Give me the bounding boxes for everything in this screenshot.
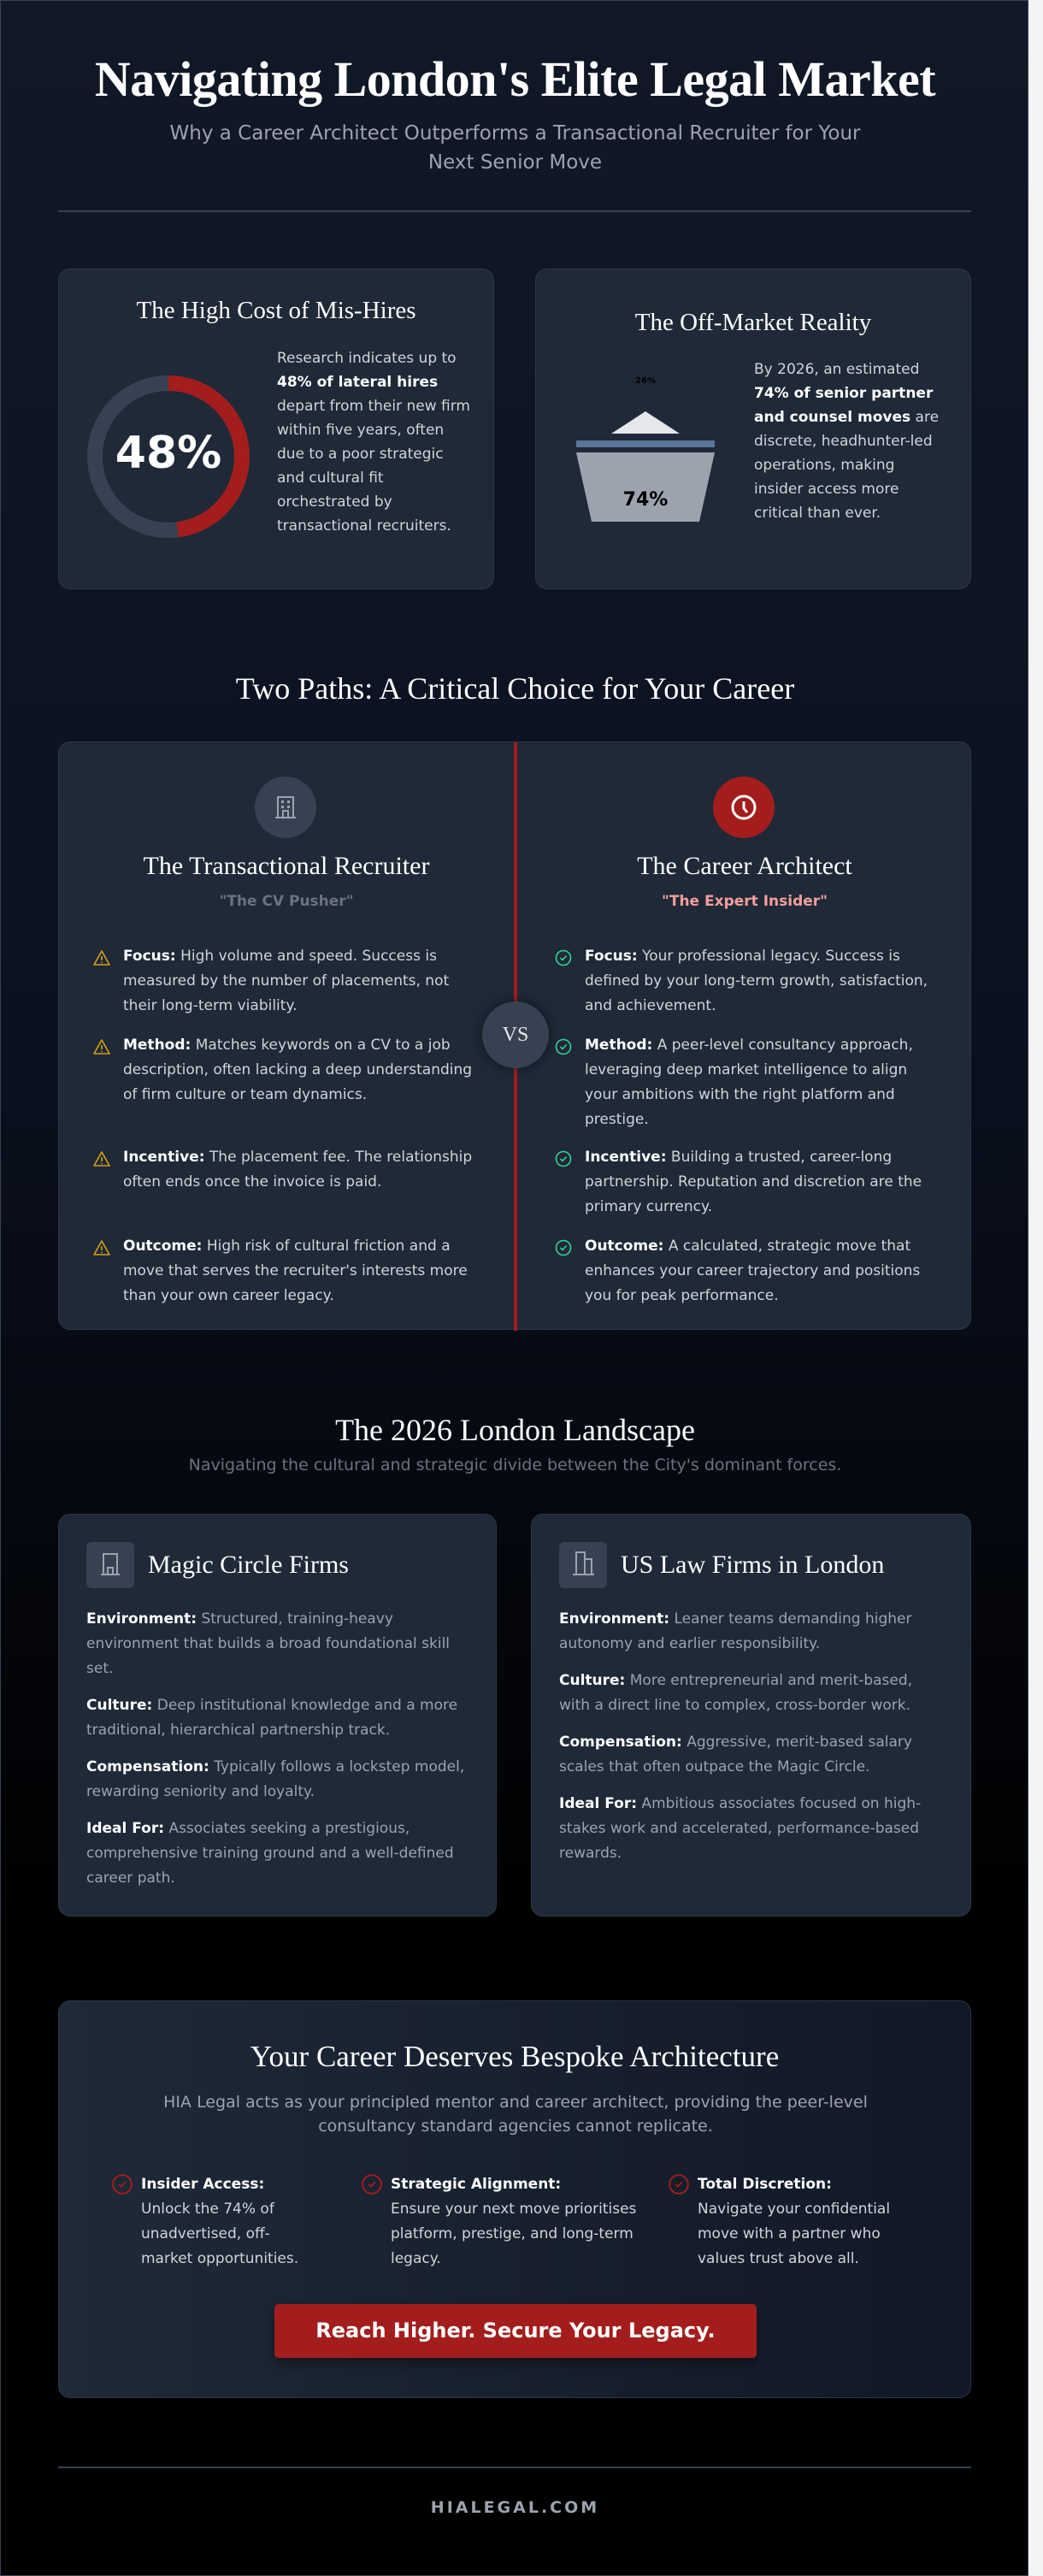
right-tagline: "The Expert Insider" (661, 893, 828, 910)
right-title: The Career Architect (637, 852, 852, 880)
point-label: Total Discretion: (698, 2176, 832, 2193)
landscape-item (86, 1755, 471, 1805)
page-subtitle: Why a Career Architect Outperforms a Transactional Recruiter for Your Next Senior Move (169, 122, 861, 174)
comparison-item (123, 944, 482, 1019)
point-text: Ensure your next move prioritises platform, prestige, and long-term legacy. (391, 2201, 637, 2267)
item-text: Structured, training-heavy environment that builds a broad foundational skill set. (86, 1610, 451, 1677)
check-circle-icon (555, 1038, 572, 1055)
item-label: Focus: (123, 948, 176, 965)
cta-card (58, 2000, 971, 2398)
us-firms-card (531, 1514, 971, 1917)
card-title: The High Cost of Mis-Hires (136, 297, 416, 324)
item-label: Culture: (86, 1697, 153, 1714)
page-title: Navigating London's Elite Legal Market (94, 51, 936, 107)
point-label: Insider Access: (141, 2176, 265, 2193)
item-text: More entrepreneurial and merit-based, with a direct line to complex, cross-border work. (559, 1672, 913, 1714)
comparison-item (585, 1145, 935, 1220)
item-text: Ambitious associates focused on high-stakes work and accelerated, performance-based rewards. (559, 1795, 922, 1862)
landscape-item (86, 1817, 471, 1891)
mis-hire-text (277, 346, 474, 538)
item-label: Compensation: (559, 1734, 682, 1751)
item-label: Outcome: (123, 1238, 203, 1255)
card-title: Magic Circle Firms (148, 1551, 349, 1579)
item-text: Typically follows a lockstep model, rewarding seniority and loyalty. (86, 1758, 465, 1800)
warning-icon (93, 1150, 110, 1167)
warning-icon (93, 1038, 110, 1055)
landscape-item (86, 1693, 471, 1743)
item-label: Culture: (559, 1672, 626, 1689)
landscape-item (86, 1607, 471, 1681)
check-circle-icon (668, 2173, 690, 2195)
left-tagline: "The CV Pusher" (219, 893, 354, 910)
footer-site-link[interactable]: HIALEGAL.COM (430, 2498, 600, 2517)
check-circle-icon (555, 949, 572, 966)
magic-circle-card (58, 1514, 497, 1917)
skyscraper-icon (559, 1542, 607, 1588)
highlight: 48% of lateral hires (277, 374, 439, 391)
item-label: Compensation: (86, 1758, 209, 1775)
point-text: Unlock the 74% of unadvertised, off-market opportunities. (141, 2201, 299, 2267)
item-text: Leaner teams demanding higher autonomy and earlier responsibility. (559, 1610, 912, 1652)
building-icon (255, 777, 316, 838)
landscape-subtitle: Navigating the cultural and strategic divide between the City's dominant forces. (188, 1456, 842, 1474)
point-text: Navigate your confidential move with a partner who values trust above all. (698, 2201, 891, 2267)
item-text: Deep institutional knowledge and a more traditional, hierarchical partnership track. (86, 1697, 458, 1739)
comparison-item (123, 1033, 482, 1108)
warning-icon (93, 949, 110, 966)
item-label: Focus: (585, 948, 638, 965)
item-label: Ideal For: (559, 1795, 638, 1812)
clock-icon (713, 777, 775, 838)
item-label: Ideal For: (86, 1820, 165, 1837)
point-label: Strategic Alignment: (391, 2176, 562, 2193)
text: By 2026, an estimated (754, 361, 920, 378)
landscape-item (559, 1730, 944, 1780)
item-text: High risk of cultural friction and a move that serves the recruiter's interests more than your own career legacy. (123, 1238, 468, 1304)
comparison-item (123, 1145, 482, 1195)
cta-point (698, 2172, 911, 2272)
comparison-item (585, 1033, 935, 1132)
off-market-card (535, 269, 971, 589)
off-market-text (754, 357, 946, 525)
item-text: Your professional legacy. Success is defined by your long-term growth, satisfaction, and achievement. (585, 948, 928, 1014)
check-circle-icon (555, 1239, 572, 1256)
item-label: Outcome: (585, 1238, 664, 1255)
check-circle-icon (111, 2173, 133, 2195)
item-label: Method: (123, 1037, 192, 1054)
landscape-item (559, 1607, 944, 1657)
comparison-card (58, 741, 971, 1330)
cta-point (391, 2172, 639, 2272)
landscape-item (559, 1669, 944, 1718)
comparison-item (123, 1234, 482, 1309)
text: are discrete, headhunter-led operations, making insider access more critical than ever. (754, 409, 940, 522)
comparison-item (585, 1234, 935, 1309)
footer-divider (58, 2467, 971, 2468)
item-text: Aggressive, merit-based salary scales that often outpace the Magic Circle. (559, 1734, 912, 1775)
left-title: The Transactional Recruiter (143, 852, 430, 880)
text: Research indicates up to (277, 350, 457, 367)
vs-badge: VS (482, 1001, 549, 1068)
cta-subtitle: HIA Legal acts as your principled mentor and career architect, providing the peer-level consultancy standard agencies cannot replicate. (163, 2093, 868, 2136)
item-text: Matches keywords on a CV to a job description, often lacking a deep understanding of firm culture or team dynamics. (123, 1037, 473, 1103)
donut-value: 48% (115, 428, 222, 479)
check-circle-icon (555, 1150, 572, 1167)
check-circle-icon (361, 2173, 383, 2195)
card-title: The Off-Market Reality (634, 309, 872, 336)
warning-icon (93, 1239, 110, 1256)
cta-title: Your Career Deserves Bespoke Architecture (250, 2040, 780, 2073)
card-body (559, 1607, 944, 1878)
item-label: Incentive: (123, 1149, 205, 1166)
funnel-top-label: 26% (635, 376, 656, 386)
funnel-bottom-label: 74% (622, 489, 669, 511)
card-body (86, 1607, 471, 1903)
item-text: A peer-level consultancy approach, leveraging deep market intelligence to align your ambitions with the right platform and prestige. (585, 1037, 913, 1128)
item-label: Method: (585, 1037, 653, 1054)
building-icon (86, 1542, 134, 1588)
landscape-title: The 2026 London Landscape (335, 1413, 695, 1447)
funnel-separator (576, 440, 715, 447)
comparison-title: Two Paths: A Critical Choice for Your Career (235, 671, 795, 706)
item-label: Incentive: (585, 1149, 667, 1166)
landscape-item (559, 1792, 944, 1866)
mis-hire-card (58, 269, 494, 589)
item-label: Environment: (559, 1610, 670, 1628)
item-text: Building a trusted, career-long partnership. Reputation and discretion are the primary currency. (585, 1149, 922, 1215)
item-label: Environment: (86, 1610, 197, 1628)
cta-point (141, 2172, 312, 2272)
item-text: The placement fee. The relationship often ends once the invoice is paid. (123, 1149, 473, 1191)
item-text: High volume and speed. Success is measured by the number of placements, not their long-term viability. (123, 948, 450, 1014)
comparison-item (585, 944, 935, 1019)
funnel-top-segment (611, 411, 680, 434)
card-title: US Law Firms in London (621, 1551, 885, 1579)
item-text: A calculated, strategic move that enhances your career trajectory and positions you for peak performance. (585, 1238, 921, 1304)
divider (58, 210, 971, 212)
item-text: Associates seeking a prestigious, comprehensive training ground and a well-defined career path. (86, 1820, 454, 1887)
highlight: 74% of senior partner and counsel moves (754, 385, 934, 426)
funnel-bottom-segment (576, 452, 715, 522)
cta-button[interactable]: Reach Higher. Secure Your Legacy. (274, 2304, 757, 2358)
text: depart from their new firm within five years, often due to a poor strategic and cultural fit orchestrated by transactional recruiters. (277, 398, 470, 535)
